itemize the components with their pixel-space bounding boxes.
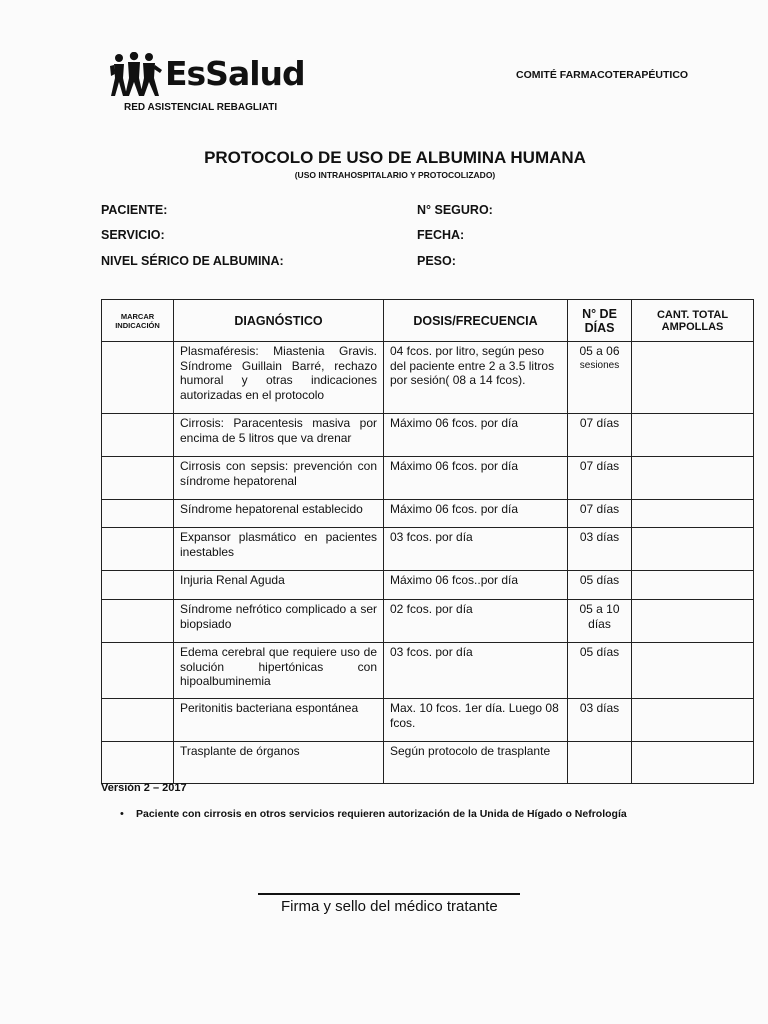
dias-cell (568, 643, 632, 699)
document-subtitle: (USO INTRAHOSPITALARIO Y PROTOCOLIZADO) (294, 170, 496, 180)
dosis-cell: 02 fcos. por día (384, 600, 568, 643)
table-row (102, 457, 754, 500)
diagnostico-cell: Expansor plasmático en pacientes inestables (174, 528, 384, 571)
dosis-cell: Máximo 06 fcos. por día (384, 414, 568, 457)
dias-cell (568, 528, 632, 571)
diagnostico-cell: Injuria Renal Aguda (174, 571, 384, 600)
diagnostico-cell: Síndrome nefrótico complicado a ser biopsiado (174, 600, 384, 643)
header-dosis: DOSIS/FRECUENCIA (384, 300, 568, 342)
cantidad-input-cell[interactable] (632, 699, 754, 742)
dosis-cell: Max. 10 fcos. 1er día. Luego 08 fcos. (384, 699, 568, 742)
marcar-checkbox-cell[interactable] (102, 600, 174, 643)
cantidad-input-cell[interactable] (632, 457, 754, 500)
dosis-cell: Según protocolo de trasplante (384, 742, 568, 784)
dias-value: 07 días (579, 459, 620, 473)
table-row (102, 342, 754, 414)
table-row (102, 699, 754, 742)
bullet-icon: • (120, 808, 124, 820)
essalud-logo (110, 50, 305, 100)
marcar-checkbox-cell[interactable] (102, 699, 174, 742)
dosis-cell: Máximo 06 fcos. por día (384, 457, 568, 500)
field-nivel-albumina: NIVEL SÉRICO DE ALBUMINA: (101, 254, 284, 268)
network-name: RED ASISTENCIAL REBAGLIATI (124, 102, 278, 113)
diagnostico-cell: Cirrosis con sepsis: prevención con síndrome hepatorenal (174, 457, 384, 500)
cantidad-input-cell[interactable] (632, 571, 754, 600)
dias-cell (568, 414, 632, 457)
marcar-checkbox-cell[interactable] (102, 342, 174, 414)
dias-value: 05 a 10 días (579, 602, 620, 631)
cantidad-input-cell[interactable] (632, 643, 754, 699)
table-row (102, 600, 754, 643)
table-row (102, 528, 754, 571)
table-header-row (102, 300, 754, 342)
document-title: PROTOCOLO DE USO DE ALBUMINA HUMANA (204, 148, 586, 167)
dias-cell (568, 342, 632, 414)
marcar-checkbox-cell[interactable] (102, 571, 174, 600)
field-fecha: FECHA: (417, 228, 465, 242)
dias-cell (568, 571, 632, 600)
marcar-checkbox-cell[interactable] (102, 643, 174, 699)
cirrhosis-note: Paciente con cirrosis en otros servicios requieren autorización de la Unida de Hígado o Nefrología (136, 808, 627, 820)
family-figures-icon (110, 52, 172, 98)
dias-value: 05 a 06 (579, 344, 620, 358)
dias-cell (568, 600, 632, 643)
dias-cell (568, 500, 632, 528)
dosis-cell: Máximo 06 fcos..por día (384, 571, 568, 600)
dias-value: 05 días (579, 645, 620, 659)
dosis-cell: Máximo 06 fcos. por día (384, 500, 568, 528)
diagnostico-cell: Síndrome hepatorenal establecido (174, 500, 384, 528)
dosis-cell: 03 fcos. por día (384, 643, 568, 699)
indications-table (101, 299, 754, 784)
diagnostico-cell: Plasmaféresis: Miastenia Gravis. Síndrome Guillain Barré, rechazo humoral y otras indicaciones autorizadas en el protocolo (174, 342, 384, 414)
dias-value: 07 días (579, 502, 620, 516)
marcar-checkbox-cell[interactable] (102, 414, 174, 457)
dias-unit: sesiones (579, 359, 620, 371)
dias-cell (568, 699, 632, 742)
header-marcar: MARCAR INDICACIÓN (102, 300, 174, 342)
dosis-cell: 03 fcos. por día (384, 528, 568, 571)
table-row (102, 414, 754, 457)
cantidad-input-cell[interactable] (632, 414, 754, 457)
committee-name: COMITÉ FARMACOTERAPÉUTICO (516, 69, 689, 81)
dias-value: 07 días (579, 416, 620, 430)
cantidad-input-cell[interactable] (632, 342, 754, 414)
cantidad-input-cell[interactable] (632, 742, 754, 784)
diagnostico-cell: Edema cerebral que requiere uso de solución hipertónicas con hipoalbuminemia (174, 643, 384, 699)
field-paciente: PACIENTE: (101, 203, 168, 217)
cantidad-input-cell[interactable] (632, 600, 754, 643)
header-dias: N° DE DÍAS (568, 300, 632, 342)
field-peso: PESO: (417, 254, 456, 268)
dias-value: 03 días (579, 701, 620, 715)
table-row (102, 571, 754, 600)
field-seguro: N° SEGURO: (417, 203, 493, 217)
diagnostico-cell: Cirrosis: Paracentesis masiva por encima de 5 litros que va drenar (174, 414, 384, 457)
marcar-checkbox-cell[interactable] (102, 528, 174, 571)
diagnostico-cell: Peritonitis bacteriana espontánea (174, 699, 384, 742)
marcar-checkbox-cell[interactable] (102, 742, 174, 784)
logo-text: EsSalud (165, 54, 305, 93)
dias-cell (568, 457, 632, 500)
header-cantidad: CANT. TOTAL AMPOLLAS (632, 300, 754, 342)
table-row (102, 500, 754, 528)
diagnostico-cell: Trasplante de órganos (174, 742, 384, 784)
version-label: Versión 2 – 2017 (101, 782, 187, 794)
cantidad-input-cell[interactable] (632, 528, 754, 571)
signature-line (258, 893, 520, 895)
table-row (102, 742, 754, 784)
table-row (102, 643, 754, 699)
dias-value: 05 días (579, 573, 620, 587)
marcar-checkbox-cell[interactable] (102, 457, 174, 500)
cantidad-input-cell[interactable] (632, 500, 754, 528)
signature-label: Firma y sello del médico tratante (281, 898, 498, 915)
dosis-cell: 04 fcos. por litro, según peso del paciente entre 2 a 3.5 litros por sesión( 08 a 14 fcos). (384, 342, 568, 414)
dias-cell (568, 742, 632, 784)
marcar-checkbox-cell[interactable] (102, 500, 174, 528)
field-servicio: SERVICIO: (101, 228, 165, 242)
dias-value: 03 días (579, 530, 620, 544)
header-diagnostico: DIAGNÓSTICO (174, 300, 384, 342)
